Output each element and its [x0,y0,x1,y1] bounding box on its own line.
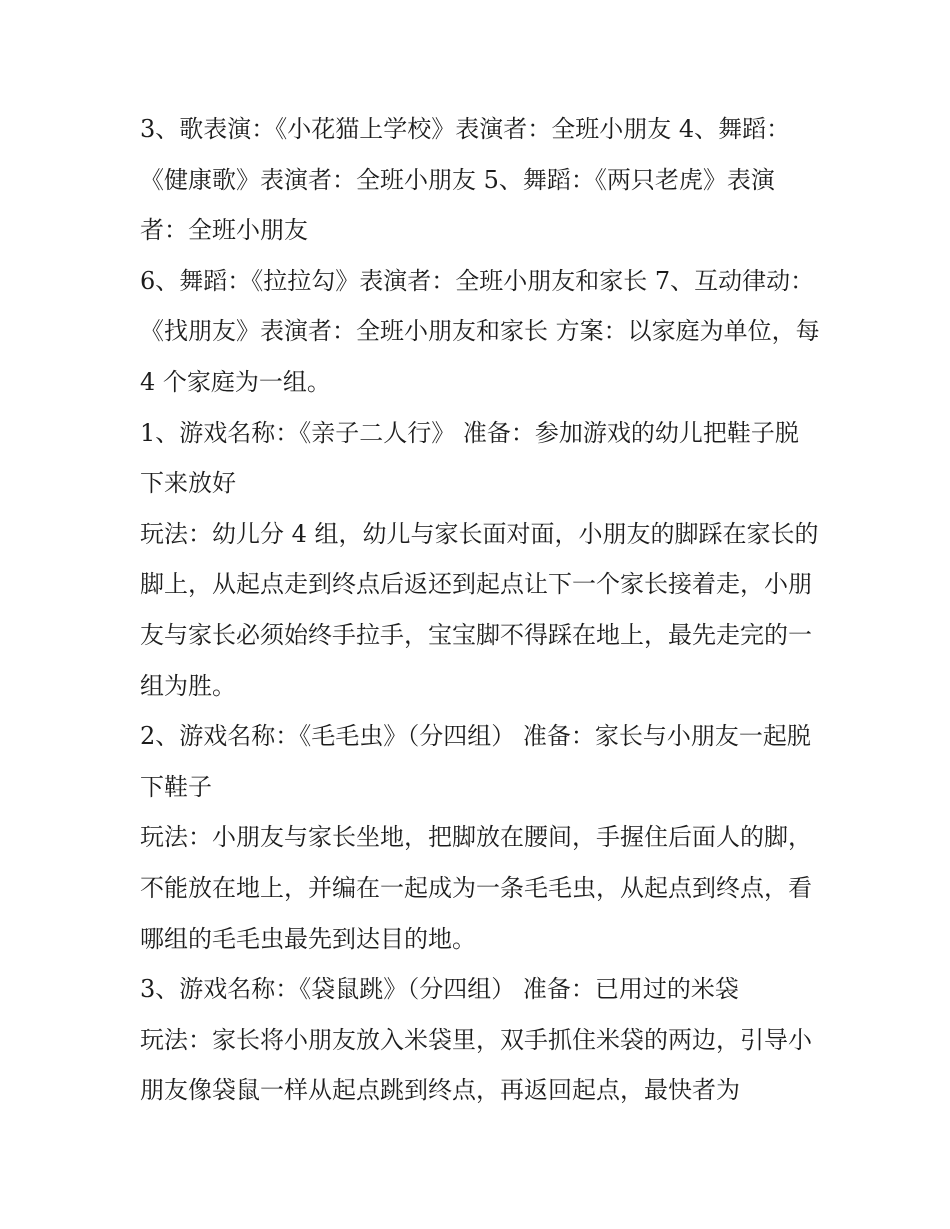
paragraph-game-3-title: 3、游戏名称：《袋鼠跳》（分四组） 准备：已用过的米袋 [140,975,739,1004]
paragraph-game-3-rules: 玩法：家长将小朋友放入米袋里，双手抓住米袋的两边，引导小朋友像袋鼠一样从起点跳到终点，再返回起点，最快者为 [140,1025,812,1105]
paragraph-game-1-rules: 玩法：幼儿分 4 组，幼儿与家长面对面，小朋友的脚踩在家长的脚上，从起点走到终点后返还到起点让下一个家长接着走，小朋友与家长必须始终手拉手，宝宝脚不得踩在地上，最先走完的一组为胜。 [140,519,819,700]
paragraph-program-3-5: 3、歌表演：《小花猫上学校》表演者：全班小朋友 4、舞蹈：《健康歌》表演者：全班小朋友 5、舞蹈：《两只老虎》表演者：全班小朋友 [140,115,791,245]
document-body [140,104,820,1116]
paragraph-program-6-7-plan: 6、舞蹈：《拉拉勾》表演者：全班小朋友和家长 7、互动律动：《找朋友》表演者：全班小朋友和家长 方案：以家庭为单位，每 4 个家庭为一组。 [140,266,820,396]
paragraph-game-2-rules: 玩法：小朋友与家长坐地，把脚放在腰间，手握住后面人的脚，不能放在地上，并编在一起成为一条毛毛虫，从起点到终点，看哪组的毛毛虫最先到达目的地。 [140,823,812,953]
paragraph-game-1-title: 1、游戏名称：《亲子二人行》 准备：参加游戏的幼儿把鞋子脱下来放好 [140,418,799,498]
paragraph-game-2-title: 2、游戏名称：《毛毛虫》（分四组） 准备：家长与小朋友一起脱下鞋子 [140,722,811,801]
